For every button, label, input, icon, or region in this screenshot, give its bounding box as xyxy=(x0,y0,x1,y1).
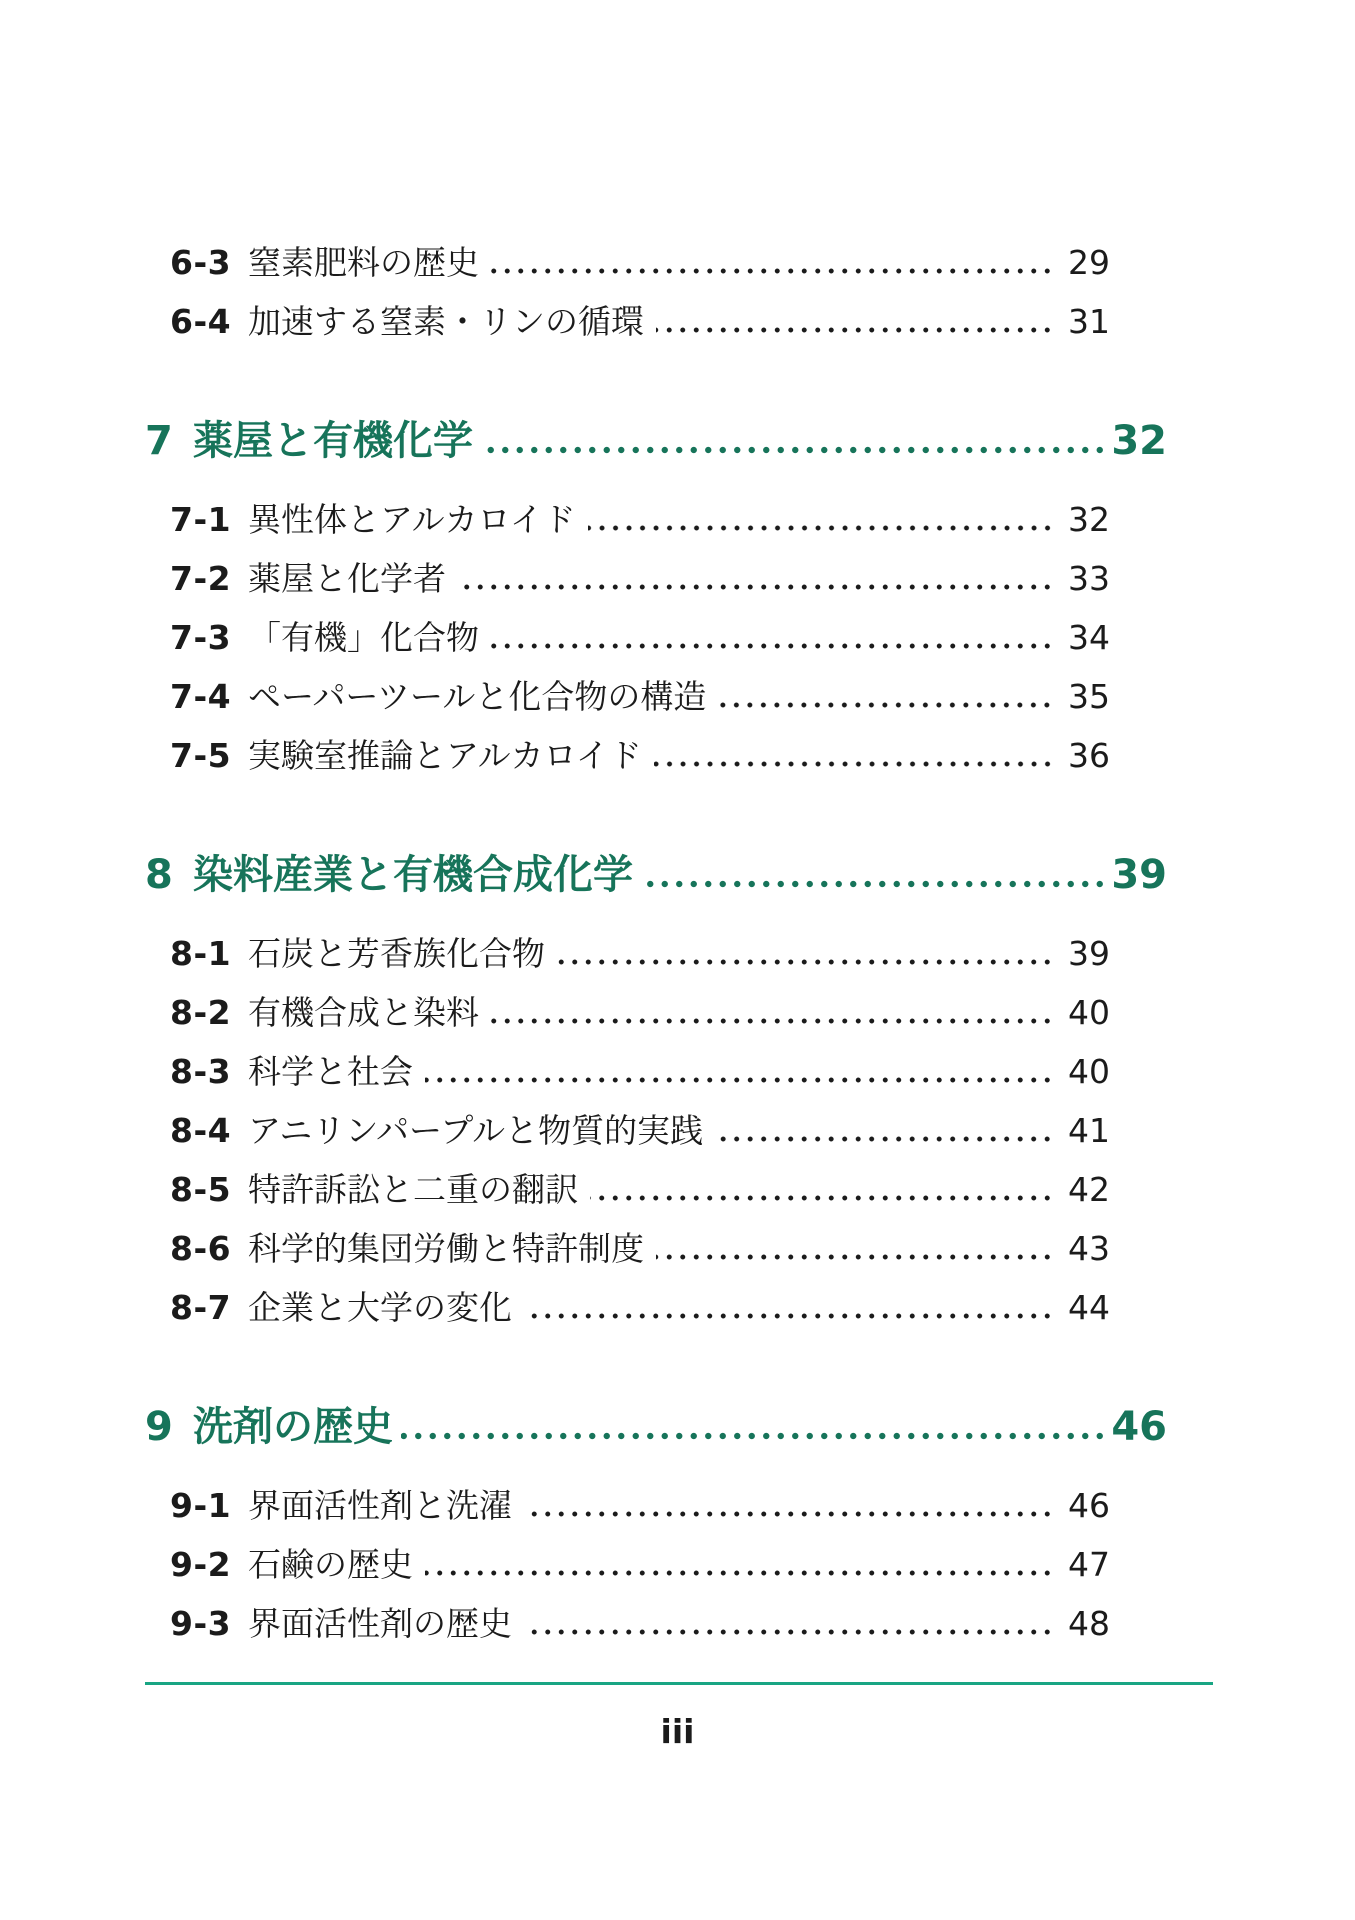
dot-leader xyxy=(557,959,1054,965)
toc-entry[interactable] xyxy=(145,1594,1167,1653)
toc-entry-number: 8-4 xyxy=(170,1111,232,1150)
toc-entry-number: 7-3 xyxy=(170,618,232,657)
toc-chapter-heading[interactable] xyxy=(145,1396,1167,1458)
toc-entry-page: 40 xyxy=(1068,1052,1110,1091)
dot-leader xyxy=(524,1511,1054,1517)
dot-leader xyxy=(588,525,1054,531)
toc-entry-number: 8-5 xyxy=(170,1170,232,1209)
dot-leader xyxy=(524,1313,1054,1319)
toc-entry[interactable] xyxy=(145,608,1167,667)
dot-leader xyxy=(718,702,1054,708)
toc-chapter-page: 39 xyxy=(1111,852,1167,898)
toc-entry[interactable] xyxy=(145,490,1167,549)
dot-leader xyxy=(715,1136,1054,1142)
toc-entry-label: 加速する窒素・リンの循環 xyxy=(248,302,644,341)
toc-entry-number: 6-4 xyxy=(170,302,232,341)
toc-entry-page: 34 xyxy=(1068,618,1110,657)
toc-entry[interactable] xyxy=(145,1278,1167,1337)
toc-entry-page: 40 xyxy=(1068,993,1110,1032)
toc-entry-number: 7-2 xyxy=(170,559,232,598)
toc-entry[interactable] xyxy=(145,1160,1167,1219)
dot-leader xyxy=(656,1254,1054,1260)
toc-entry-number: 7-5 xyxy=(170,736,232,775)
dot-leader xyxy=(491,643,1054,649)
toc-entry-label: 異性体とアルカロイド xyxy=(248,500,576,539)
dot-leader xyxy=(401,1432,1107,1440)
toc-entry[interactable] xyxy=(145,667,1167,726)
toc-entry-page: 41 xyxy=(1068,1111,1110,1150)
toc-entry-page: 42 xyxy=(1068,1170,1110,1209)
dot-leader xyxy=(641,880,1107,888)
dot-leader xyxy=(425,1570,1054,1576)
toc-entry-number: 8-2 xyxy=(170,993,232,1032)
dot-leader xyxy=(656,327,1054,333)
toc-entry[interactable] xyxy=(145,1101,1167,1160)
page-number: iii xyxy=(660,1712,695,1751)
toc-chapter-number: 7 xyxy=(145,418,173,464)
toc-entry-label: 科学と社会 xyxy=(248,1052,413,1091)
toc-entry-label: 科学的集団労働と特許制度 xyxy=(248,1229,644,1268)
toc-entry-number: 9-3 xyxy=(170,1604,232,1643)
toc-chapter-title: 染料産業と有機合成化学 xyxy=(193,852,633,898)
toc-entry-page: 43 xyxy=(1068,1229,1110,1268)
toc-chapter-title: 洗剤の歴史 xyxy=(193,1404,393,1450)
dot-leader xyxy=(425,1077,1054,1083)
toc-entry-label: 薬屋と化学者 xyxy=(248,559,446,598)
toc-chapter-title: 薬屋と有機化学 xyxy=(193,418,473,464)
dot-leader xyxy=(524,1629,1054,1635)
toc-entry-label: アニリンパープルと物質的実践 xyxy=(248,1111,704,1150)
toc-entry-label: 石鹸の歴史 xyxy=(248,1545,413,1584)
toc-entry-label: 有機合成と染料 xyxy=(248,993,479,1032)
dot-leader xyxy=(590,1195,1054,1201)
dot-leader xyxy=(491,1018,1054,1024)
toc-chapter-page: 32 xyxy=(1111,418,1167,464)
toc-entry-label: 界面活性剤の歴史 xyxy=(248,1604,512,1643)
toc-entry[interactable] xyxy=(145,924,1167,983)
toc-entry-label: 実験室推論とアルカロイド xyxy=(248,736,642,775)
toc-entry-number: 8-6 xyxy=(170,1229,232,1268)
dot-leader xyxy=(458,584,1054,590)
toc-entry-label: 「有機」化合物 xyxy=(248,618,479,657)
toc-entry[interactable] xyxy=(145,233,1167,292)
dot-leader xyxy=(654,761,1054,767)
toc-entry[interactable] xyxy=(145,1042,1167,1101)
toc-entry-number: 8-3 xyxy=(170,1052,232,1091)
toc-entry-page: 47 xyxy=(1068,1545,1110,1584)
toc-entry[interactable] xyxy=(145,292,1167,351)
toc-entry-page: 46 xyxy=(1068,1486,1110,1525)
toc-entry-page: 39 xyxy=(1068,934,1110,973)
dot-leader xyxy=(481,446,1107,454)
dot-leader xyxy=(491,268,1054,274)
toc-chapter-number: 9 xyxy=(145,1404,173,1450)
toc-entry-page: 35 xyxy=(1068,677,1110,716)
toc-chapter-page: 46 xyxy=(1111,1404,1167,1450)
toc-entry-number: 6-3 xyxy=(170,243,232,282)
toc-entry[interactable] xyxy=(145,1535,1167,1594)
toc-chapter-heading[interactable] xyxy=(145,410,1167,472)
toc-entry-number: 7-4 xyxy=(170,677,232,716)
toc-chapter-number: 8 xyxy=(145,852,173,898)
toc-entry-page: 36 xyxy=(1068,736,1110,775)
toc-entry-label: 企業と大学の変化 xyxy=(248,1288,512,1327)
toc-entry-number: 9-2 xyxy=(170,1545,232,1584)
toc-entry[interactable] xyxy=(145,1219,1167,1278)
toc-entry[interactable] xyxy=(145,983,1167,1042)
toc-entry-label: 特許訴訟と二重の翻訳 xyxy=(248,1170,578,1209)
toc-entry-page: 48 xyxy=(1068,1604,1110,1643)
toc-entry-page: 31 xyxy=(1068,302,1110,341)
footer-rule xyxy=(145,1682,1213,1685)
toc-entry-label: ペーパーツールと化合物の構造 xyxy=(248,677,707,716)
toc-entry[interactable] xyxy=(145,1476,1167,1535)
toc-entry-label: 界面活性剤と洗濯 xyxy=(248,1486,512,1525)
toc-chapter-heading[interactable] xyxy=(145,844,1167,906)
toc-entry-label: 窒素肥料の歴史 xyxy=(248,243,479,282)
toc-entry-page: 29 xyxy=(1068,243,1110,282)
toc-entry-page: 32 xyxy=(1068,500,1110,539)
toc-entry[interactable] xyxy=(145,726,1167,785)
toc-entry-page: 33 xyxy=(1068,559,1110,598)
toc-entry-label: 石炭と芳香族化合物 xyxy=(248,934,545,973)
toc-entry-number: 9-1 xyxy=(170,1486,232,1525)
toc-entry-number: 7-1 xyxy=(170,500,232,539)
toc-entry-number: 8-1 xyxy=(170,934,232,973)
toc-entry-number: 8-7 xyxy=(170,1288,232,1327)
toc-entry-page: 44 xyxy=(1068,1288,1110,1327)
toc-entry[interactable] xyxy=(145,549,1167,608)
